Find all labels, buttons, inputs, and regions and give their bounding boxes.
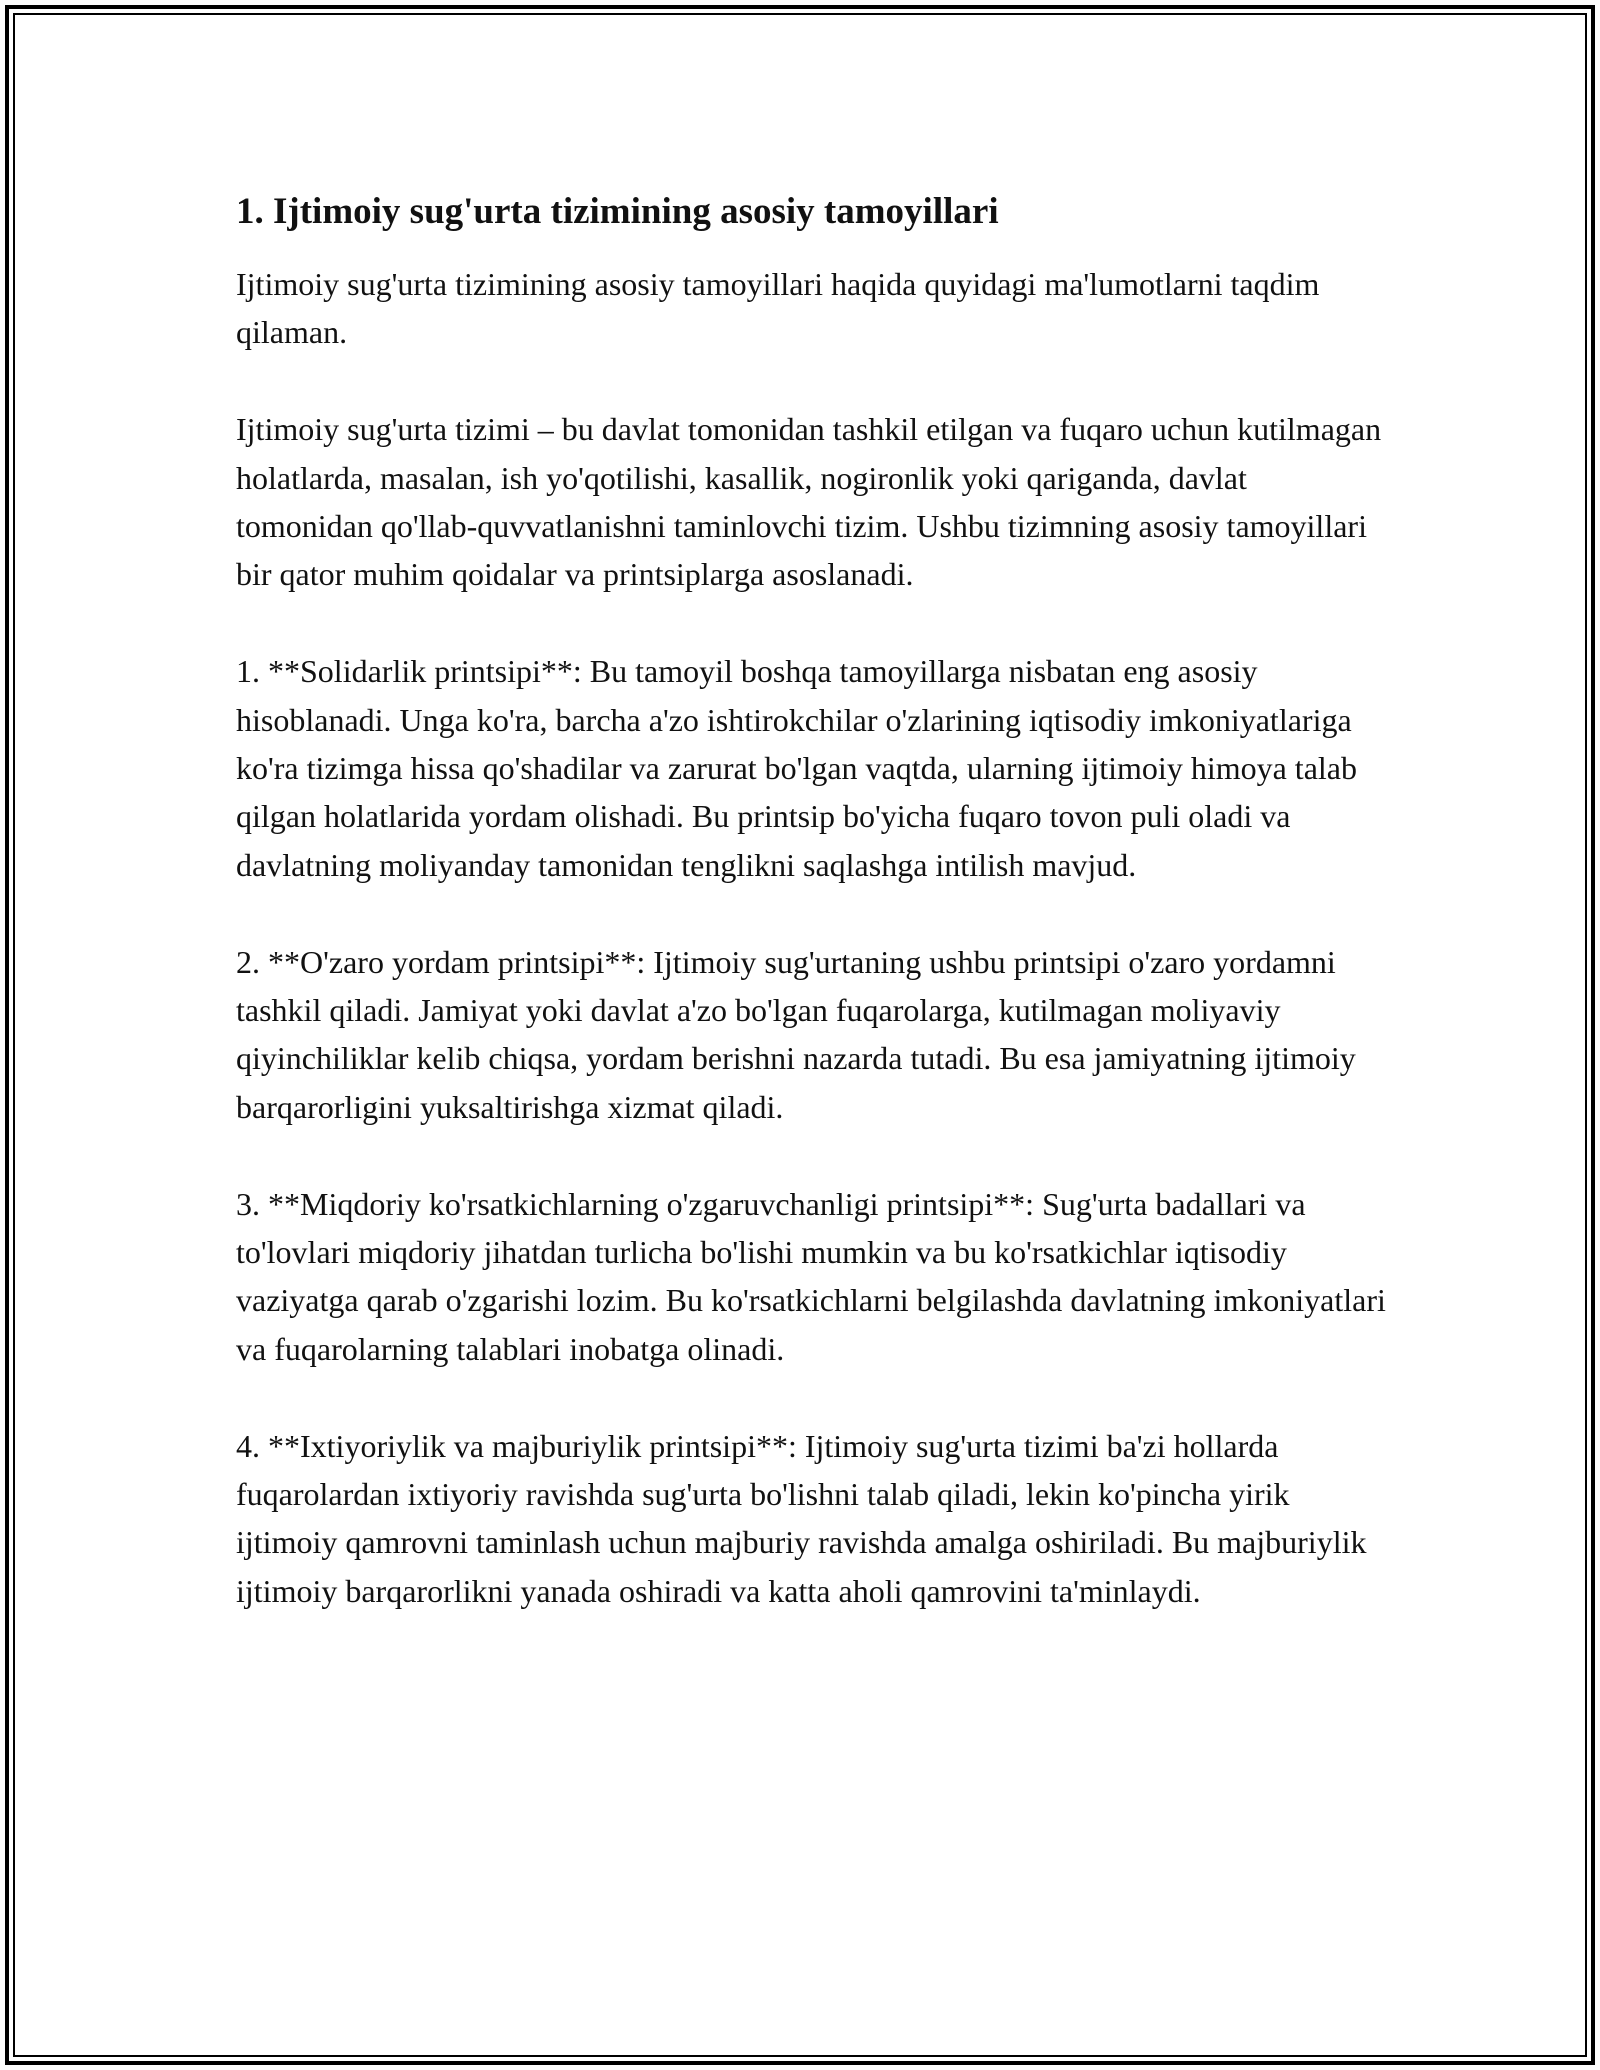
document-body xyxy=(236,188,1386,1615)
intro-paragraph: Ijtimoiy sug'urta tizimining asosiy tamoyillari haqida quyidagi ma'lumotlarni taqdim qilaman. xyxy=(236,266,1320,351)
principle-voluntary-mandatory-paragraph: 4. **Ixtiyoriylik va majburiylik printsipi**: Ijtimoiy sug'urta tizimi ba'zi hollarda fuqarolardan ixtiyoriy ravishda sug'urta bo'lishni talab qiladi, lekin ko'pincha yirik ijtimoiy qamrovni taminlash uchun majburiy ravishda amalga oshiriladi. Bu majburiylik ijtimoiy barqarorlikni yanada oshiradi va katta aholi qamrovini ta'minlaydi. xyxy=(236,1427,1367,1609)
principle-mutual-aid-paragraph: 2. **O'zaro yordam printsipi**: Ijtimoiy sug'urtaning ushbu printsipi o'zaro yordamni tashkil qiladi. Jamiyat yoki davlat a'zo bo'lgan fuqarolarga, kutilmagan moliyaviy qiyinchiliklar kelib chiqsa, yordam berishni nazarda tutadi. Bu esa jamiyatning ijtimoiy barqarorligini yuksaltirishga xizmat qiladi. xyxy=(236,943,1356,1125)
principle-variability-paragraph: 3. **Miqdoriy ko'rsatkichlarning o'zgaruvchanligi printsipi**: Sug'urta badallari va to'lovlari miqdoriy jihatdan turlicha bo'lishi mumkin va bu ko'rsatkichlar iqtisodiy vaziyatga qarab o'zgarishi lozim. Bu ko'rsatkichlarni belgilashda davlatning imkoniyatlari va fuqarolarning talablari inobatga olinadi. xyxy=(236,1185,1386,1367)
principle-solidarity-paragraph: 1. **Solidarlik printsipi**: Bu tamoyil boshqa tamoyillarga nisbatan eng asosiy hisoblanadi. Unga ko'ra, barcha a'zo ishtirokchilar o'zlarining iqtisodiy imkoniyatlariga ko'ra tizimga hissa qo'shadilar va zarurat bo'lgan vaqtda, ularning ijtimoiy himoya talab qilgan holatlarida yordam olishadi. Bu printsip bo'yicha fuqaro tovon puli oladi va davlatning moliyanday tamonidan tenglikni saqlashga intilish mavjud. xyxy=(236,653,1357,883)
document-heading: 1. Ijtimoiy sug'urta tizimining asosiy tamoyillari xyxy=(236,191,999,232)
definition-paragraph: Ijtimoiy sug'urta tizimi – bu davlat tomonidan tashkil etilgan va fuqaro uchun kutilmagan holatlarda, masalan, ish yo'qotilishi, kasallik, nogironlik yoki qariganda, davlat tomonidan qo'llab-quvvatlanishni taminlovchi tizim. Ushbu tizimning asosiy tamoyillari bir qator muhim qoidalar va printsiplarga asoslanadi. xyxy=(236,411,1382,593)
